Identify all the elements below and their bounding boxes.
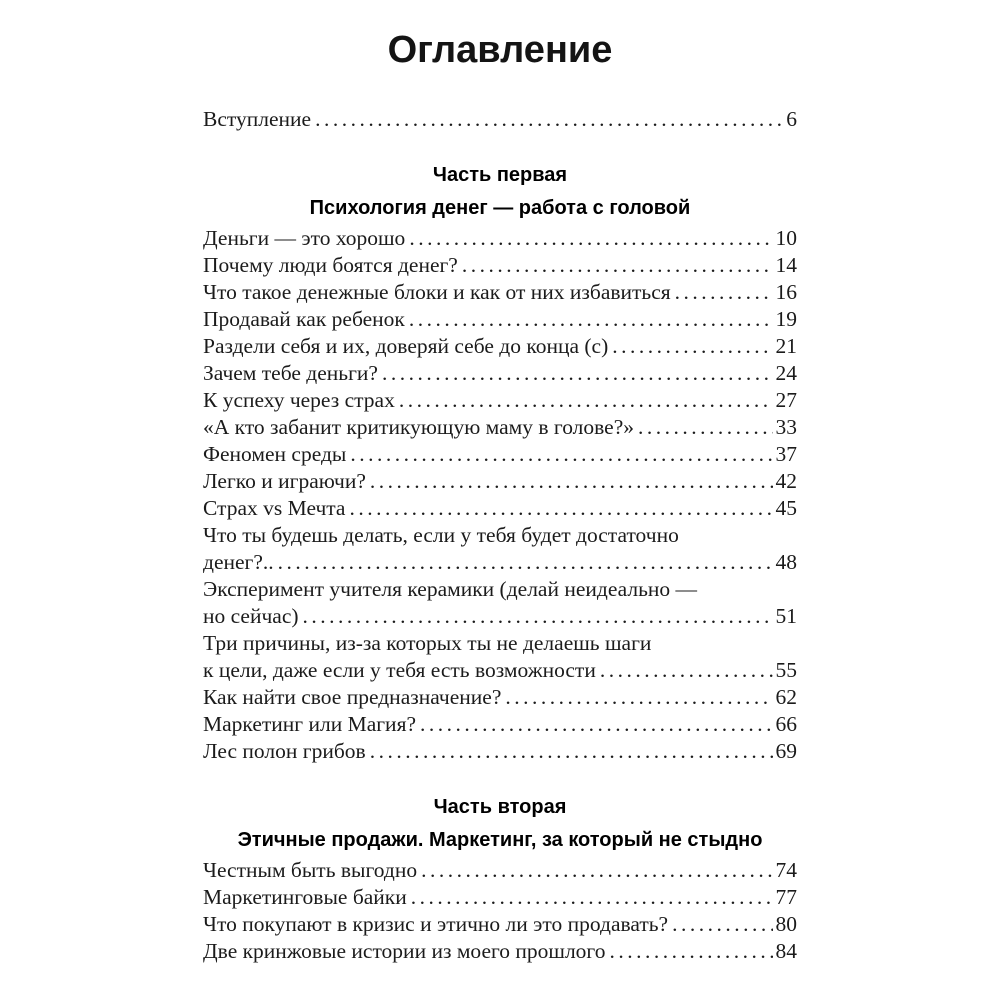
toc-entry [203, 884, 797, 911]
toc-entry-title: Три причины, из-за которых ты не делаешь шаги [203, 631, 652, 655]
dot-leader [612, 333, 772, 360]
toc-entry-page: 80 [775, 912, 797, 936]
toc-entry-page: 21 [775, 334, 797, 358]
toc-entry [203, 106, 797, 133]
toc-section-rows [203, 857, 797, 965]
dot-leader [350, 441, 772, 468]
dot-leader [600, 657, 773, 684]
toc-entry-page: 10 [775, 226, 797, 250]
toc-entry-line1 [203, 576, 797, 603]
dot-leader [349, 495, 772, 522]
dot-leader [421, 857, 772, 884]
toc-entry-page: 16 [775, 280, 797, 304]
toc-entry-page: 62 [775, 685, 797, 709]
toc-entry-page: 69 [775, 739, 797, 763]
toc-entry-title: Две кринжовые истории из моего прошлого [203, 939, 606, 963]
toc-entry-title: к цели, даже если у тебя есть возможности [203, 658, 596, 682]
part-label: Часть вторая [433, 796, 567, 818]
toc-entry-title: Лес полон грибов [203, 739, 366, 763]
toc-entry-page: 45 [775, 496, 797, 520]
page-title: Оглавление [387, 29, 613, 71]
toc-entry [203, 857, 797, 884]
toc-entry-page: 51 [775, 604, 797, 628]
toc-entry-page: 37 [775, 442, 797, 466]
toc-entry-title: Маркетинг или Магия? [203, 712, 416, 736]
toc-entry [203, 225, 797, 252]
part-title: Этичные продажи. Маркетинг, за который не стыдно [237, 829, 763, 851]
toc-entry-title: Зачем тебе деньги? [203, 361, 378, 385]
part-title: Психология денег — работа с головой [309, 197, 691, 219]
part-label: Часть первая [432, 164, 568, 186]
toc-entry-title: но сейчас) [203, 604, 299, 628]
toc-entry-page: 48 [775, 550, 797, 574]
toc-entry-title: К успеху через страх [203, 388, 395, 412]
toc-entry-line1 [203, 630, 797, 657]
dot-leader [462, 252, 773, 279]
dot-leader [303, 603, 773, 630]
toc-entry-title: денег?.. [203, 550, 274, 574]
toc-entry [203, 414, 797, 441]
toc-entry-title: Деньги — это хорошо [203, 226, 406, 250]
dot-leader [411, 884, 773, 911]
toc-entry-title: «А кто забанит критикующую маму в голове?» [203, 415, 634, 439]
toc-entry [203, 911, 797, 938]
toc-entry [203, 360, 797, 387]
toc-entry [203, 441, 797, 468]
toc-entry-line2 [203, 657, 797, 684]
toc-entry-page: 6 [786, 107, 797, 131]
toc-entry-title: Что ты будешь делать, если у тебя будет достаточно [203, 523, 679, 547]
dot-leader [409, 306, 773, 333]
toc-entry-title: Как найти свое предназначение? [203, 685, 502, 709]
dot-leader [370, 738, 773, 765]
dot-leader [370, 468, 773, 495]
toc-entry [203, 711, 797, 738]
toc-entry-page: 74 [775, 858, 797, 882]
toc-entry-line2 [203, 603, 797, 630]
toc-entry-title: Эксперимент учителя керамики (делай неидеально — [203, 577, 698, 601]
dot-leader [409, 225, 772, 252]
toc-entry-title: Легко и играючи? [203, 469, 366, 493]
toc-entry [203, 938, 797, 965]
toc-entry [203, 279, 797, 306]
toc-entry [203, 684, 797, 711]
toc-entry-page: 77 [775, 885, 797, 909]
toc-entry-title: Страх vs Мечта [203, 496, 346, 520]
toc-entry-page: 24 [775, 361, 797, 385]
toc-entry-title: Честным быть выгодно [203, 858, 418, 882]
toc-entry-page: 27 [775, 388, 797, 412]
toc-entry-page: 19 [775, 307, 797, 331]
toc-entry-page: 84 [775, 939, 797, 963]
toc-entry [203, 738, 797, 765]
toc-entry-line1 [203, 522, 797, 549]
toc-entry [203, 252, 797, 279]
dot-leader [675, 279, 773, 306]
dot-leader [638, 414, 773, 441]
toc-entry-page: 42 [775, 469, 797, 493]
dot-leader [672, 911, 772, 938]
dot-leader [382, 360, 773, 387]
toc-entry-page: 66 [775, 712, 797, 736]
toc-entry-page: 14 [775, 253, 797, 277]
toc-entry-page: 55 [775, 658, 797, 682]
toc-entry [203, 306, 797, 333]
toc-entry-page: 33 [775, 415, 797, 439]
toc-entry-title: Раздели себя и их, доверяй себе до конца (с) [203, 334, 609, 358]
toc-entry [203, 468, 797, 495]
toc-entry-title: Что покупают в кризис и этично ли это продавать? [203, 912, 669, 936]
dot-leader [278, 549, 773, 576]
toc-entry-title: Продавай как ребенок [203, 307, 405, 331]
toc-section-rows [203, 225, 797, 765]
dot-leader [315, 106, 783, 133]
toc-entry [203, 495, 797, 522]
dot-leader [609, 938, 772, 965]
toc-entry [203, 333, 797, 360]
dot-leader [399, 387, 773, 414]
toc-entry-title: Вступление [203, 107, 312, 131]
dot-leader [420, 711, 773, 738]
toc-entry-title: Что такое денежные блоки и как от них избавиться [203, 280, 671, 304]
dot-leader [505, 684, 772, 711]
toc-entry-title: Маркетинговые байки [203, 885, 407, 909]
toc-entry-title: Феномен среды [203, 442, 347, 466]
toc-entry-line2 [203, 549, 797, 576]
toc-entry [203, 387, 797, 414]
toc-entry-title: Почему люди боятся денег? [203, 253, 458, 277]
